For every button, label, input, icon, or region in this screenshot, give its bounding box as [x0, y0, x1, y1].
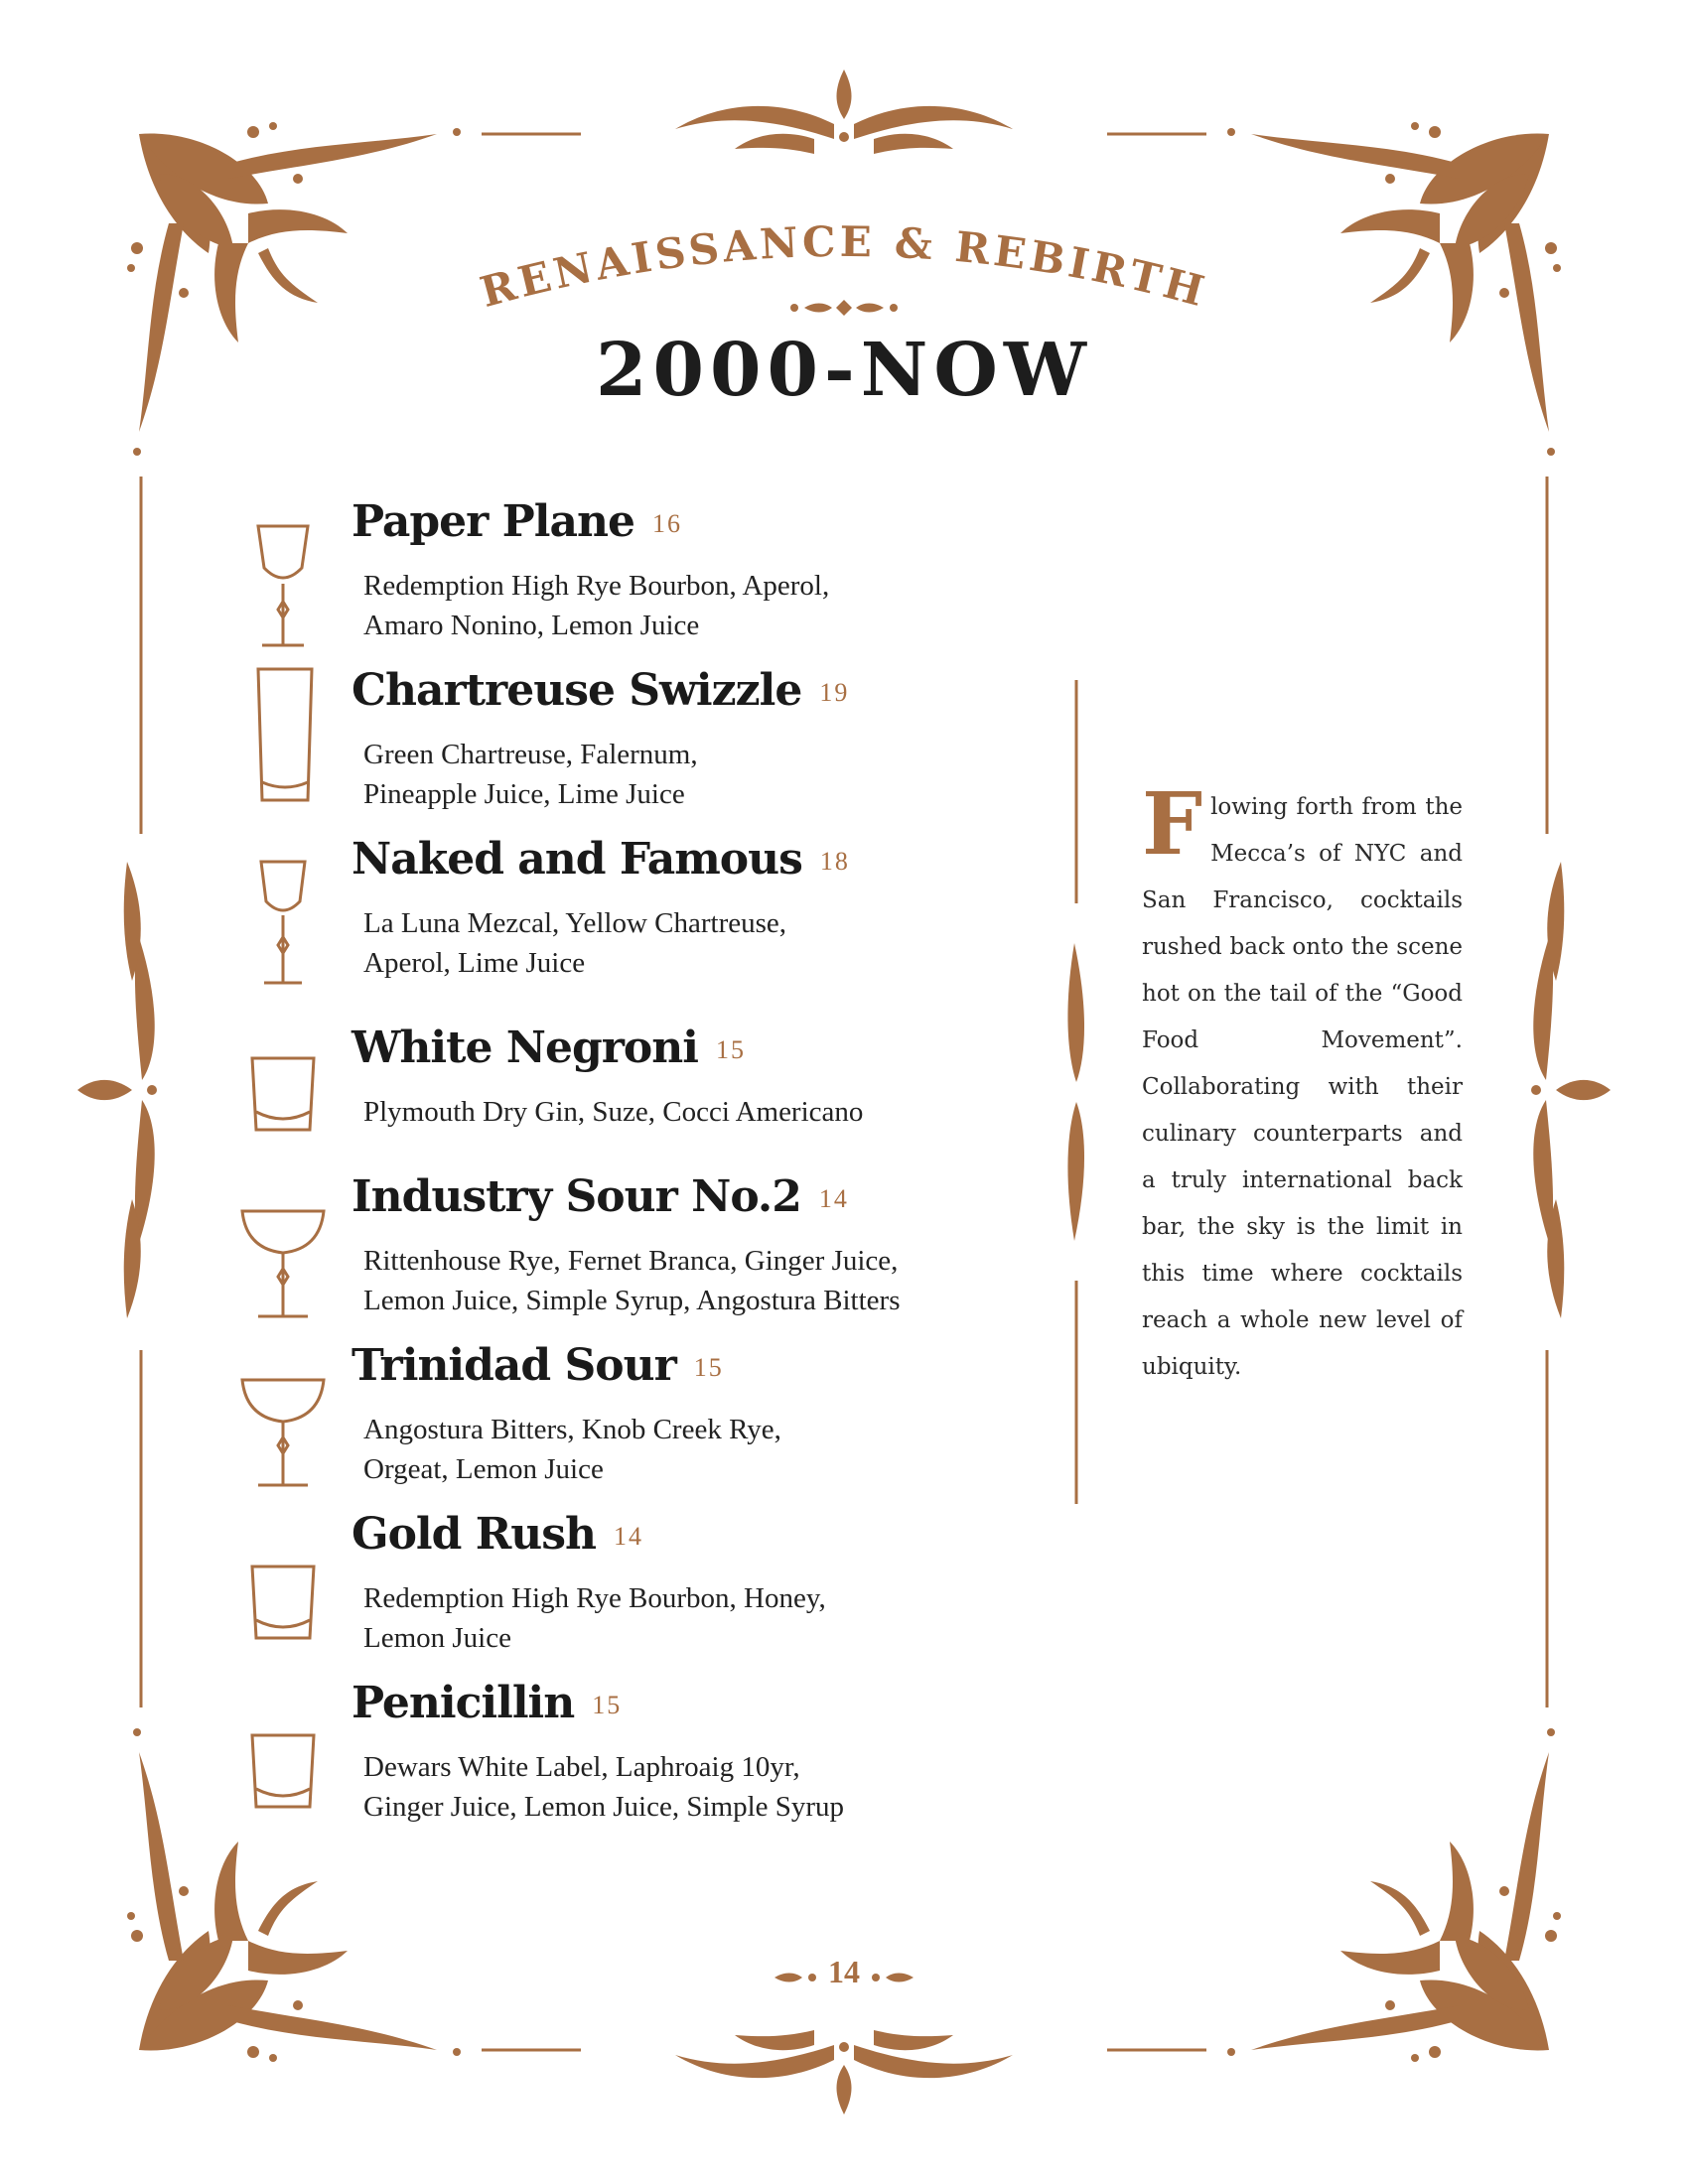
highball-glass-icon: [228, 665, 338, 804]
coupe-glass-icon: [228, 1193, 338, 1332]
cocktail-ingredients: Redemption High Rye Bourbon, Honey, Lemon Juice: [363, 1582, 826, 1654]
cocktail-ingredients: Green Chartreuse, Falernum, Pineapple Juice, Lime Juice: [363, 739, 698, 810]
cocktail-price: 18: [819, 847, 850, 876]
coupe-glass-icon: [228, 1362, 338, 1501]
cocktail-price: 14: [818, 1184, 849, 1213]
cocktail-ingredients: Redemption High Rye Bourbon, Aperol, Amaro Nonino, Lemon Juice: [363, 570, 830, 641]
cocktail-name: White Negroni 15: [352, 1023, 746, 1073]
cocktail-item: [228, 1678, 1072, 1827]
cocktail-item: [228, 1340, 1072, 1489]
intro-paragraph: [1142, 774, 1463, 1391]
cocktail-item: [228, 1509, 1072, 1658]
cocktail-name: Naked and Famous 18: [352, 834, 850, 885]
era-subtitle: [447, 216, 1241, 326]
rocks-glass-icon: [228, 1700, 338, 1839]
cocktail-name: Chartreuse Swizzle 19: [352, 665, 850, 716]
cocktail-name: Paper Plane 16: [352, 496, 682, 547]
cocktail-price: 15: [693, 1353, 724, 1382]
stemmed-wine-glass-icon: [228, 856, 338, 995]
cocktail-price: 15: [592, 1691, 623, 1719]
cocktail-item: [228, 1023, 1072, 1171]
cocktail-item: [228, 1171, 1072, 1320]
cocktail-item: [228, 665, 1072, 814]
cocktail-ingredients: Angostura Bitters, Knob Creek Rye, Orgeat, Lemon Juice: [363, 1414, 781, 1485]
cocktail-ingredients: Dewars White Label, Laphroaig 10yr, Ginger Juice, Lemon Juice, Simple Syrup: [363, 1751, 845, 1823]
cocktail-item: [228, 496, 1072, 645]
cocktail-ingredients: Rittenhouse Rye, Fernet Branca, Ginger Juice, Lemon Juice, Simple Syrup, Angostura Bitters: [363, 1245, 901, 1316]
cocktail-price: 19: [819, 678, 850, 707]
rocks-glass-icon: [228, 1531, 338, 1670]
cocktail-ingredients: Plymouth Dry Gin, Suze, Cocci Americano: [363, 1096, 864, 1128]
cocktail-price: 14: [614, 1522, 644, 1551]
page-number: 14: [828, 1954, 860, 1989]
rocks-glass-icon: [228, 1023, 338, 1161]
stemmed-wine-glass-icon: [228, 518, 338, 657]
cocktail-name: Penicillin 15: [352, 1678, 623, 1728]
drop-cap: F: [1142, 774, 1203, 875]
cocktail-name: Industry Sour No.2 14: [352, 1171, 849, 1222]
cocktail-price: 15: [715, 1035, 746, 1064]
era-subtitle-text: RENAISSANCE & REBIRTH: [475, 216, 1213, 318]
cocktail-name: Gold Rush 14: [352, 1509, 644, 1560]
cocktail-ingredients: La Luna Mezcal, Yellow Chartreuse, Aperol, Lime Juice: [363, 907, 787, 979]
intro-text: lowing forth from the Mecca’s of NYC and San Francisco, cocktails rushed back onto the scene hot on the tail of the “Good Food Movement”. Collaborating with their culinary counterparts and a truly international back bar, the sky is the limit in this time where cocktails reach a whole new level of ubiquity.: [1142, 794, 1463, 1380]
cocktail-price: 16: [651, 509, 682, 538]
cocktail-item: [228, 834, 1072, 983]
cocktail-name: Trinidad Sour 15: [352, 1340, 724, 1391]
page-title: 2000-NOW: [596, 328, 1092, 413]
svg-text:RENAISSANCE & REBIRTH: [476, 217, 1213, 317]
